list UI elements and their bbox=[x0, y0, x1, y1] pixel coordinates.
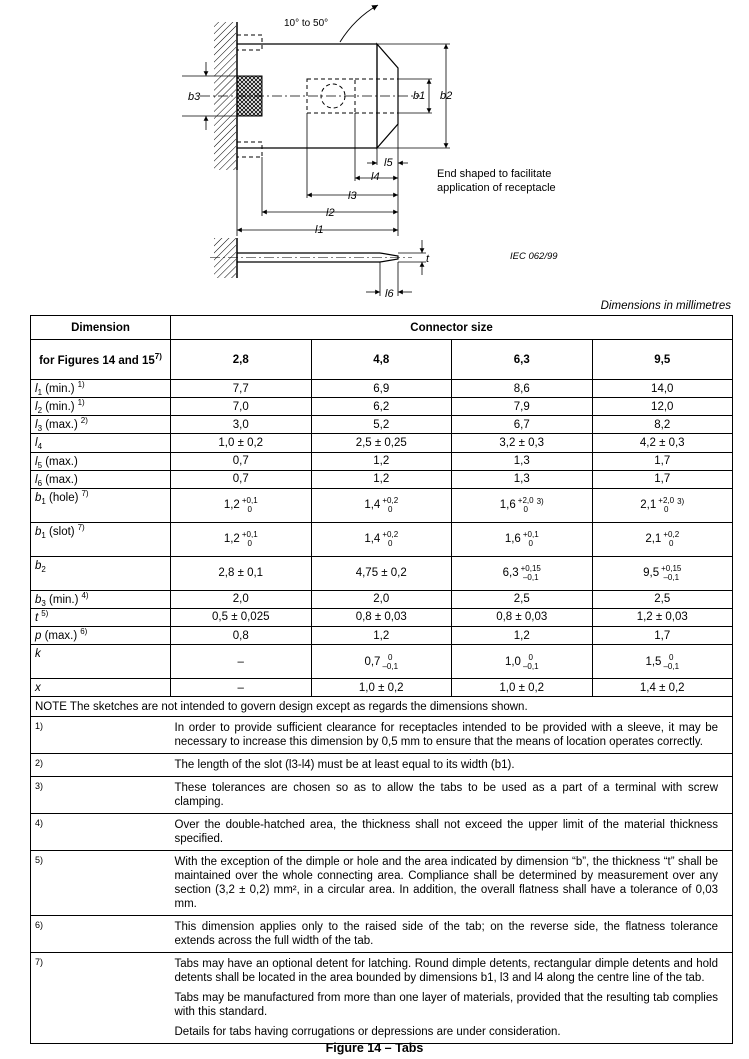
dim-l3-label: l3 bbox=[348, 190, 357, 202]
footnote-text: The length of the slot (l3-l4) must be at least equal to its width (b1). bbox=[171, 754, 733, 777]
value-cell: 8,6 bbox=[452, 380, 593, 398]
wall-hatch-side bbox=[214, 238, 237, 278]
value-cell: 2,5 bbox=[452, 590, 593, 608]
value-cell: 1,0 ± 0,2 bbox=[311, 679, 452, 697]
value-cell: 1,2 bbox=[452, 627, 593, 645]
value-cell: 6,2 bbox=[311, 398, 452, 416]
dim-b1-label: b1 bbox=[413, 90, 426, 102]
value-cell: – bbox=[171, 645, 312, 679]
dim-l4-label: l4 bbox=[371, 171, 380, 183]
value-cell: 1,4 ± 0,2 bbox=[592, 679, 733, 697]
value-cell: 8,2 bbox=[592, 416, 733, 434]
value-cell: 6,9 bbox=[311, 380, 452, 398]
footnote-row bbox=[31, 916, 733, 953]
value-cell: 2,1 +0,2 0 bbox=[592, 522, 733, 556]
value-cell: 1,6 +2,0 0 $^{3)}$ bbox=[452, 488, 593, 522]
end-shape-note-line1: End shaped to facilitate bbox=[437, 168, 552, 180]
value-cell: 5,2 bbox=[311, 416, 452, 434]
footnote-row bbox=[31, 777, 733, 814]
dim-l2-label: l2 bbox=[326, 207, 335, 219]
table-row bbox=[31, 380, 733, 398]
table-row bbox=[31, 556, 733, 590]
value-cell: 0,8 ± 0,03 bbox=[452, 608, 593, 626]
value-cell: 0,8 ± 0,03 bbox=[311, 608, 452, 626]
value-cell: 1,0 0 –0,1 bbox=[452, 645, 593, 679]
dimension-label: $l_5$ (max.) bbox=[31, 452, 171, 470]
iec-reference: IEC 062/99 bbox=[510, 251, 558, 262]
value-cell: – bbox=[171, 679, 312, 697]
value-cell: 1,2 +0,1 0 bbox=[171, 522, 312, 556]
value-cell: 0,5 ± 0,025 bbox=[171, 608, 312, 626]
dim-l5-label: l5 bbox=[384, 157, 393, 169]
value-cell: 1,6 +0,1 0 bbox=[452, 522, 593, 556]
dim-l6-label: l6 bbox=[385, 288, 394, 300]
size-header: 2,8 bbox=[171, 340, 312, 380]
value-cell: 2,8 ± 0,1 bbox=[171, 556, 312, 590]
table-row bbox=[31, 590, 733, 608]
dimension-label: $b_1$ (hole) $^{7)}$ bbox=[31, 488, 171, 522]
size-header: 4,8 bbox=[311, 340, 452, 380]
footnote-row bbox=[31, 851, 733, 916]
dimension-header: Dimension bbox=[31, 316, 171, 340]
value-cell: 1,7 bbox=[592, 627, 733, 645]
value-cell: 6,3 +0,15 –0,1 bbox=[452, 556, 593, 590]
tab-drawing bbox=[0, 0, 749, 300]
value-cell: 7,9 bbox=[452, 398, 593, 416]
value-cell: 2,5 bbox=[592, 590, 733, 608]
footnote-text: These tolerances are chosen so as to allow the tabs to be used as a part of a terminal with screw clamping. bbox=[171, 777, 733, 814]
value-cell: 3,2 ± 0,3 bbox=[452, 434, 593, 452]
value-cell: 4,2 ± 0,3 bbox=[592, 434, 733, 452]
value-cell: 1,2 bbox=[311, 452, 452, 470]
dimension-label: $b_2$ bbox=[31, 556, 171, 590]
dimensions-table bbox=[30, 315, 733, 1044]
value-cell: 2,0 bbox=[171, 590, 312, 608]
dimension-label: $b_1$ (slot) $^{7)}$ bbox=[31, 522, 171, 556]
value-cell: 0,7 0 –0,1 bbox=[311, 645, 452, 679]
dimension-label: $l_2$ (min.) $^{1)}$ bbox=[31, 398, 171, 416]
dim-b2-label: b2 bbox=[440, 90, 453, 102]
connector-size-header: Connector size bbox=[171, 316, 733, 340]
dim-l1-label: l1 bbox=[315, 224, 324, 236]
value-cell: 1,2 bbox=[311, 627, 452, 645]
footnote-row bbox=[31, 717, 733, 754]
table-row bbox=[31, 645, 733, 679]
footnote-row bbox=[31, 953, 733, 1044]
table-row bbox=[31, 398, 733, 416]
value-cell: 14,0 bbox=[592, 380, 733, 398]
footnote-number: 7) bbox=[31, 953, 171, 1044]
value-cell: 7,0 bbox=[171, 398, 312, 416]
footnote-number: 6) bbox=[31, 916, 171, 953]
dimension-label: $b_3$ (min.) $^{4)}$ bbox=[31, 590, 171, 608]
value-cell: 7,7 bbox=[171, 380, 312, 398]
footnote-row bbox=[31, 814, 733, 851]
value-cell: 1,4 +0,2 0 bbox=[311, 522, 452, 556]
value-cell: 1,7 bbox=[592, 470, 733, 488]
value-cell: 12,0 bbox=[592, 398, 733, 416]
table-row bbox=[31, 679, 733, 697]
value-cell: 1,3 bbox=[452, 452, 593, 470]
for-figures-header: for Figures 14 and 15$^{7)}$ bbox=[31, 340, 171, 380]
footnote-text: Over the double-hatched area, the thickness shall not exceed the upper limit of the material thickness specified. bbox=[171, 814, 733, 851]
value-cell: 3,0 bbox=[171, 416, 312, 434]
value-cell: 1,2 ± 0,03 bbox=[592, 608, 733, 626]
dim-b3-label: b3 bbox=[188, 91, 201, 103]
dimension-label: $l_1$ (min.) $^{1)}$ bbox=[31, 380, 171, 398]
value-cell: 9,5 +0,15 –0,1 bbox=[592, 556, 733, 590]
table-row bbox=[31, 488, 733, 522]
angle-label: 10° to 50° bbox=[284, 18, 329, 29]
footnote-number: 3) bbox=[31, 777, 171, 814]
footnote-row bbox=[31, 754, 733, 777]
figure-caption: Figure 14 – Tabs bbox=[325, 1041, 424, 1055]
footnote-text: Tabs may have an optional detent for latching. Round dimple detents, rectangular dimple detents and hold detents shall be located in the area bounded by dimensions b1, l3 and l4 along the centre line of the tab. Tabs may be manufactured from more than one layer of materials, provided that the resulting tab complies with this standard. Details for tabs having corrugations or depressions are under consideration. bbox=[171, 953, 733, 1044]
table-row bbox=[31, 608, 733, 626]
value-cell: 1,0 ± 0,2 bbox=[452, 679, 593, 697]
dimension-label: $l_6$ (max.) bbox=[31, 470, 171, 488]
footnote-number: 4) bbox=[31, 814, 171, 851]
dim-t-label: t bbox=[426, 253, 430, 265]
dimension-label: $l_3$ (max.) $^{2)}$ bbox=[31, 416, 171, 434]
table-row bbox=[31, 470, 733, 488]
value-cell: 2,5 ± 0,25 bbox=[311, 434, 452, 452]
footnote-number: 2) bbox=[31, 754, 171, 777]
value-cell: 1,0 ± 0,2 bbox=[171, 434, 312, 452]
value-cell: 1,3 bbox=[452, 470, 593, 488]
value-cell: 1,7 bbox=[592, 452, 733, 470]
value-cell: 0,7 bbox=[171, 452, 312, 470]
value-cell: 1,4 +0,2 0 bbox=[311, 488, 452, 522]
value-cell: 0,8 bbox=[171, 627, 312, 645]
footnote-number: 1) bbox=[31, 717, 171, 754]
value-cell: 4,75 ± 0,2 bbox=[311, 556, 452, 590]
footnote-text: With the exception of the dimple or hole and the area indicated by dimension “b”, the thickness “t” shall be maintained over the whole connecting area. Compliance shall be determined by measurement over any section (3,2 ± 0,2) mm², in a circular area. In addition, the overall flatness shall have a tolerance of 0,03 mm. bbox=[171, 851, 733, 916]
footnote-text: This dimension applies only to the raised side of the tab; on the reverse side, the flatness tolerance extends across the full width of the tab. bbox=[171, 916, 733, 953]
table-row bbox=[31, 522, 733, 556]
footnote-text: In order to provide sufficient clearance for receptacles intended to be provided with a sleeve, it may be necessary to increase this dimension by 0,5 mm to ensure that the means of location operates correctly. bbox=[171, 717, 733, 754]
table-row bbox=[31, 627, 733, 645]
value-cell: 1,2 bbox=[311, 470, 452, 488]
value-cell: 1,2 +0,1 0 bbox=[171, 488, 312, 522]
value-cell: 0,7 bbox=[171, 470, 312, 488]
dimension-label: k bbox=[31, 645, 171, 679]
table-row bbox=[31, 434, 733, 452]
units-note: Dimensions in millimetres bbox=[600, 300, 731, 312]
size-header: 6,3 bbox=[452, 340, 593, 380]
dimension-label: p (max.) $^{6)}$ bbox=[31, 627, 171, 645]
size-header: 9,5 bbox=[592, 340, 733, 380]
value-cell: 2,0 bbox=[311, 590, 452, 608]
dimension-label: t $^{5)}$ bbox=[31, 608, 171, 626]
table-row bbox=[31, 452, 733, 470]
value-cell: 1,5 0 –0,1 bbox=[592, 645, 733, 679]
value-cell: 6,7 bbox=[452, 416, 593, 434]
dimension-label: x bbox=[31, 679, 171, 697]
value-cell: 2,1 +2,0 0 $^{3)}$ bbox=[592, 488, 733, 522]
table-row bbox=[31, 416, 733, 434]
dimension-label: $l_4$ bbox=[31, 434, 171, 452]
footnote-number: 5) bbox=[31, 851, 171, 916]
note-row: NOTE The sketches are not intended to govern design except as regards the dimensions shown. bbox=[31, 697, 733, 717]
end-shape-note-line2: application of receptacle bbox=[437, 182, 556, 194]
